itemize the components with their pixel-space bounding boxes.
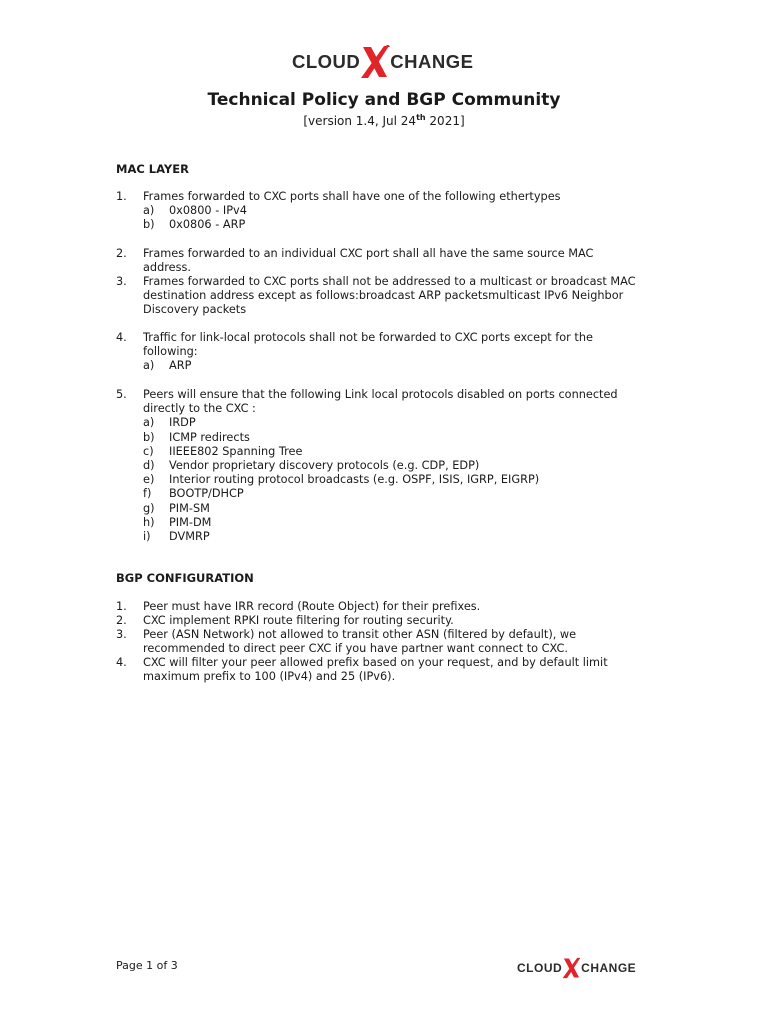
footer-logo-x-icon <box>562 957 581 979</box>
mac-item-5-sub-a: a) IRDP <box>143 416 196 430</box>
mac-item-1-sub-a: a) 0x0800 - IPv4 <box>143 204 247 218</box>
logo-cloud-text: CLOUD <box>292 51 361 72</box>
cloudxchange-logo <box>292 42 473 82</box>
mac-layer-heading: MAC LAYER <box>116 162 189 176</box>
document-version: [version 1.4, Jul 24th 2021] <box>303 113 465 128</box>
page-number: Page 1 of 3 <box>116 959 178 972</box>
mac-item-5-sub-i: i) DVMRP <box>143 530 210 544</box>
bgp-configuration-heading: BGP CONFIGURATION <box>116 571 254 585</box>
mac-item-5-sub-d: d) Vendor proprietary discovery protocols (e.g. CDP, EDP) <box>143 459 480 473</box>
mac-item-5-sub-f: f) BOOTP/DHCP <box>143 487 244 501</box>
logo-change-text: CHANGE <box>390 51 474 72</box>
footer-cloudxchange-logo <box>517 955 636 981</box>
mac-item-5-sub-b: b) ICMP redirects <box>143 430 250 444</box>
document-title: Technical Policy and BGP Community <box>207 90 561 110</box>
mac-item-5-sub-e: e) Interior routing protocol broadcasts (e.g. OSPF, ISIS, IGRP, EIGRP) <box>143 473 540 487</box>
mac-item-4-sub-a: a) ARP <box>143 359 192 373</box>
mac-item-5-sub-c: c) IIEEE802 Spanning Tree <box>143 444 303 458</box>
mac-item-1-sub-b: b) 0x0806 - ARP <box>143 218 246 232</box>
logo-x-icon <box>360 45 390 79</box>
footer-logo-cloud-text: CLOUD <box>517 961 563 975</box>
mac-item-5-sub-h: h) PIM-DM <box>143 515 212 529</box>
footer-logo-change-text: CHANGE <box>581 961 637 975</box>
mac-item-5-sub-g: g) PIM-SM <box>143 501 210 515</box>
